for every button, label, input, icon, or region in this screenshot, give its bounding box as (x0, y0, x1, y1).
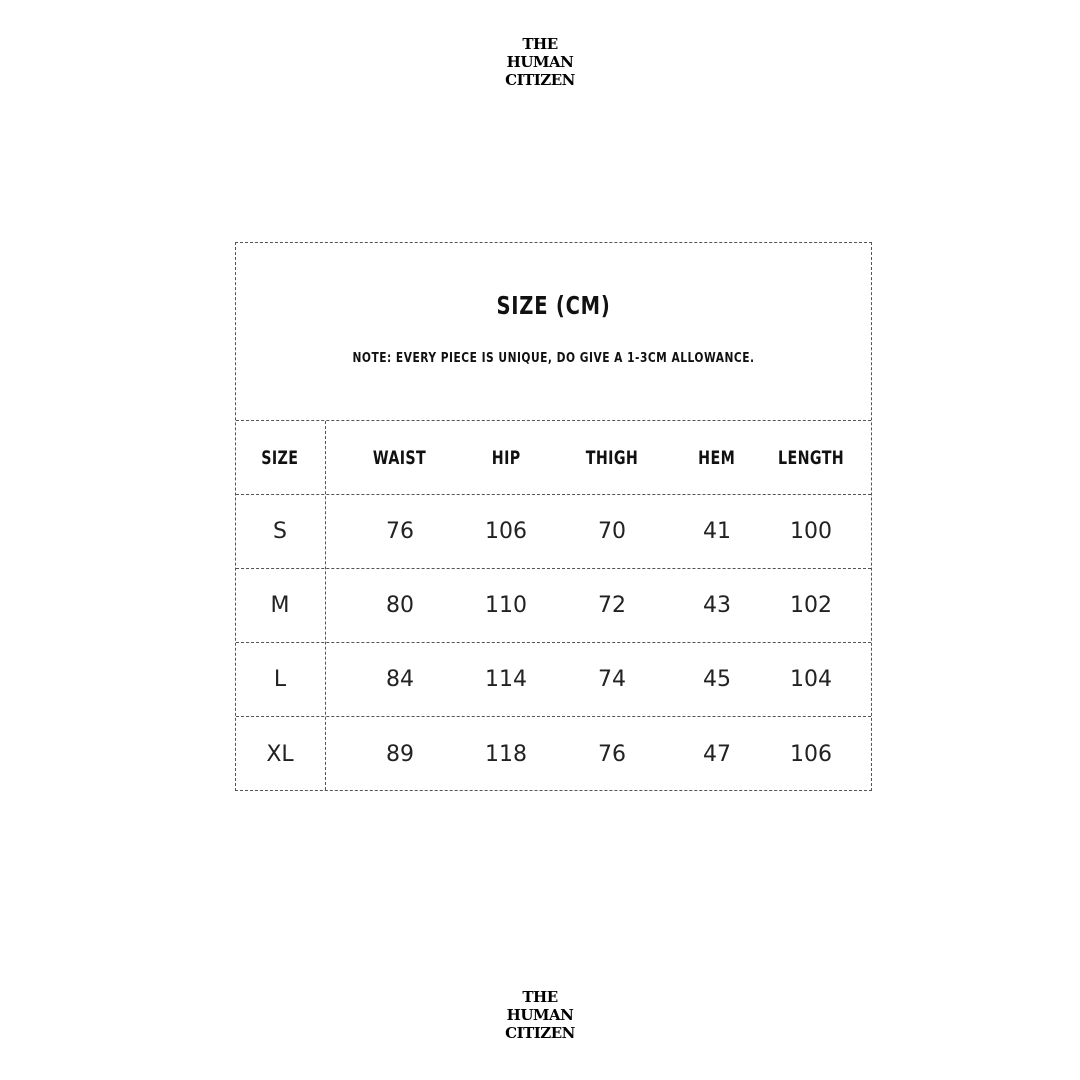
size-table (236, 421, 871, 791)
cell-hip: 110 (485, 593, 527, 618)
cell-thigh: 70 (598, 519, 626, 544)
header-hip: HIP (491, 446, 521, 469)
logo-line: CITIZEN (505, 1024, 575, 1042)
cell-hem: 43 (703, 593, 731, 618)
header-size: SIZE (261, 446, 299, 469)
logo-line: HUMAN (506, 1006, 574, 1024)
cell-hem: 41 (703, 519, 731, 544)
cell-hem: 45 (703, 667, 731, 692)
cell-size: S (273, 519, 287, 544)
table-header-row (236, 421, 871, 495)
header-thigh: THIGH (585, 446, 639, 469)
header-hem: HEM (698, 446, 736, 469)
size-chart-title: SIZE (CM) (496, 291, 611, 320)
cell-hip: 114 (485, 667, 527, 692)
cell-hip: 106 (485, 519, 527, 544)
table-row (236, 717, 871, 791)
table-row (236, 643, 871, 717)
cell-thigh: 72 (598, 593, 626, 618)
cell-length: 100 (790, 519, 832, 544)
cell-size: L (273, 667, 287, 692)
cell-size: XL (266, 741, 294, 767)
cell-size: M (270, 593, 290, 618)
cell-length: 106 (790, 741, 832, 767)
logo-line: HUMAN (506, 53, 574, 71)
brand-logo-bottom (490, 988, 590, 1042)
table-row (236, 495, 871, 569)
table-row (236, 569, 871, 643)
cell-hem: 47 (703, 741, 731, 767)
header-length: LENGTH (777, 446, 845, 469)
cell-waist: 76 (386, 519, 414, 544)
cell-length: 102 (790, 593, 832, 618)
logo-line: THE (522, 35, 558, 53)
cell-length: 104 (790, 667, 832, 692)
cell-thigh: 76 (598, 741, 626, 767)
header-waist: WAIST (373, 446, 427, 469)
cell-waist: 89 (386, 741, 414, 767)
size-chart-card (235, 242, 872, 791)
logo-line: CITIZEN (505, 71, 575, 89)
size-chart-header (236, 243, 871, 421)
cell-thigh: 74 (598, 667, 626, 692)
logo-line: THE (522, 988, 558, 1006)
size-chart-note: NOTE: EVERY PIECE IS UNIQUE, DO GIVE A 1-3CM ALLOWANCE. (352, 351, 755, 366)
cell-hip: 118 (485, 741, 527, 767)
brand-logo-top (490, 35, 590, 89)
cell-waist: 84 (386, 667, 414, 692)
cell-waist: 80 (386, 593, 414, 618)
